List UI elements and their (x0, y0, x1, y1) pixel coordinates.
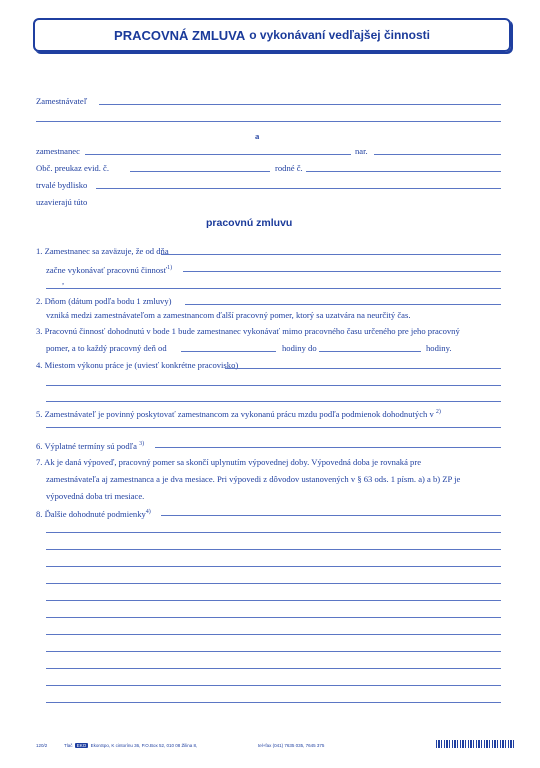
clause-1-comma: , (62, 276, 65, 286)
clause-8-line-11[interactable] (46, 685, 501, 686)
barcode (436, 740, 514, 748)
clause-8-line-6[interactable] (46, 600, 501, 601)
clause-3-to-line[interactable] (319, 351, 421, 352)
clause-2-text-2: vzniká medzi zamestnávateľom a zamestnancom ďalší pracovný pomer, ktorý sa uzatvára na neurčitý čas. (46, 310, 411, 320)
birth-number-label: rodné č. (275, 163, 303, 173)
clause-1-activity: začne vykonávať pracovnú činnosť$^{1)}$ (46, 264, 173, 275)
clause-8-line-4[interactable] (46, 566, 501, 567)
clause-1-activity-line[interactable] (183, 271, 501, 272)
clause-8-line-7[interactable] (46, 617, 501, 618)
clause-7-text-3: výpovedná doba tri mesiace. (46, 491, 145, 501)
residence-label: trvalé bydlisko (36, 180, 88, 190)
clause-5-line[interactable] (46, 427, 501, 428)
clause-8-line-8[interactable] (46, 634, 501, 635)
clause-1-text: 1. Zamestnanec sa zaväzuje, že od dňa (36, 246, 169, 256)
clause-8-line-10[interactable] (46, 668, 501, 669)
publisher-logo: EKO (76, 743, 87, 748)
clause-6-line[interactable] (155, 447, 501, 448)
clause-3-from-line[interactable] (181, 351, 276, 352)
clause-7-text-2: zamestnávateľa aj zamestnanca a je dva mesiace. Pri výpovedi z dôvodov ustanovených v § 63 ods. 1 písm. a) a b) ZP je (46, 474, 461, 484)
clause-8-line-9[interactable] (46, 651, 501, 652)
title-main: PRACOVNÁ ZMLUVA (114, 27, 246, 43)
clause-1-date-line[interactable] (161, 254, 501, 255)
id-card-label: Obč. preukaz evid. č. (36, 163, 110, 173)
clause-8-text: 8. Ďalšie dohodnuté podmienky$^{4)}$ (36, 508, 151, 519)
clause-3-from-label: pomer, a to každý pracovný deň od (46, 343, 167, 353)
born-label: nar. (355, 146, 368, 156)
birth-number-line[interactable] (306, 171, 501, 172)
clause-5-text: 5. Zamestnávateľ je povinný poskytovať zamestnancom za vykonanú prácu mzdu podľa podmienok dohodnutých v $^{2)}$ (36, 408, 441, 419)
clause-3-text: 3. Pracovnú činnosť dohodnutú v bode 1 bude zamestnanec vykonávať mimo pracovného času určeného pre jeho pracovný (36, 326, 460, 336)
clause-2-date-line[interactable] (185, 304, 501, 305)
footer-phone: tel+fax (041) 7635 035, 7645 375 (258, 743, 325, 748)
born-line[interactable] (374, 154, 501, 155)
clause-6-text: 6. Výplatné termíny sú podľa $^{3)}$ (36, 440, 145, 451)
employer-line-2[interactable] (36, 121, 501, 122)
clause-8-line-5[interactable] (46, 583, 501, 584)
clause-8-line-2[interactable] (46, 532, 501, 533)
title-rest: o vykonávaní vedľajšej činnosti (249, 28, 430, 42)
and-label: a (255, 131, 260, 141)
employee-line[interactable] (85, 154, 351, 155)
clause-1-line-2[interactable] (46, 288, 501, 289)
footer-code: 120/2 (36, 743, 48, 748)
clause-8-line-12[interactable] (46, 702, 501, 703)
clause-7-text: 7. Ak je daná výpoveď, pracovný pomer sa skončí uplynutím výpovednej doby. Výpovedná doba je rovnaká pre (36, 457, 422, 467)
employee-label: zamestnanec (36, 146, 80, 156)
clause-3-end: hodiny. (426, 343, 452, 353)
residence-line[interactable] (96, 188, 501, 189)
id-card-line[interactable] (130, 171, 270, 172)
clause-4-text: 4. Miestom výkonu práce je (uviesť konkrétne pracovisko) (36, 360, 239, 370)
clause-3-to-label: hodiny do (282, 343, 317, 353)
conclude-label: uzavierajú túto (36, 197, 88, 207)
employer-label: Zamestnávateľ (36, 96, 88, 106)
clause-8-line-1[interactable] (161, 515, 501, 516)
subtitle: pracovnú zmluvu (206, 217, 293, 229)
footer-publisher: Tlač EKO EkonSpo, K cintorínu 36, P.O.Box 52, 010 08 Žilina 8, (64, 743, 198, 748)
clause-4-line[interactable] (225, 368, 501, 369)
employer-line[interactable] (99, 104, 501, 105)
document-title (33, 18, 511, 52)
clause-4-line-2[interactable] (46, 385, 501, 386)
clause-4-line-3[interactable] (46, 401, 501, 402)
clause-2-text: 2. Dňom (dátum podľa bodu 1 zmluvy) (36, 296, 172, 306)
clause-8-line-3[interactable] (46, 549, 501, 550)
